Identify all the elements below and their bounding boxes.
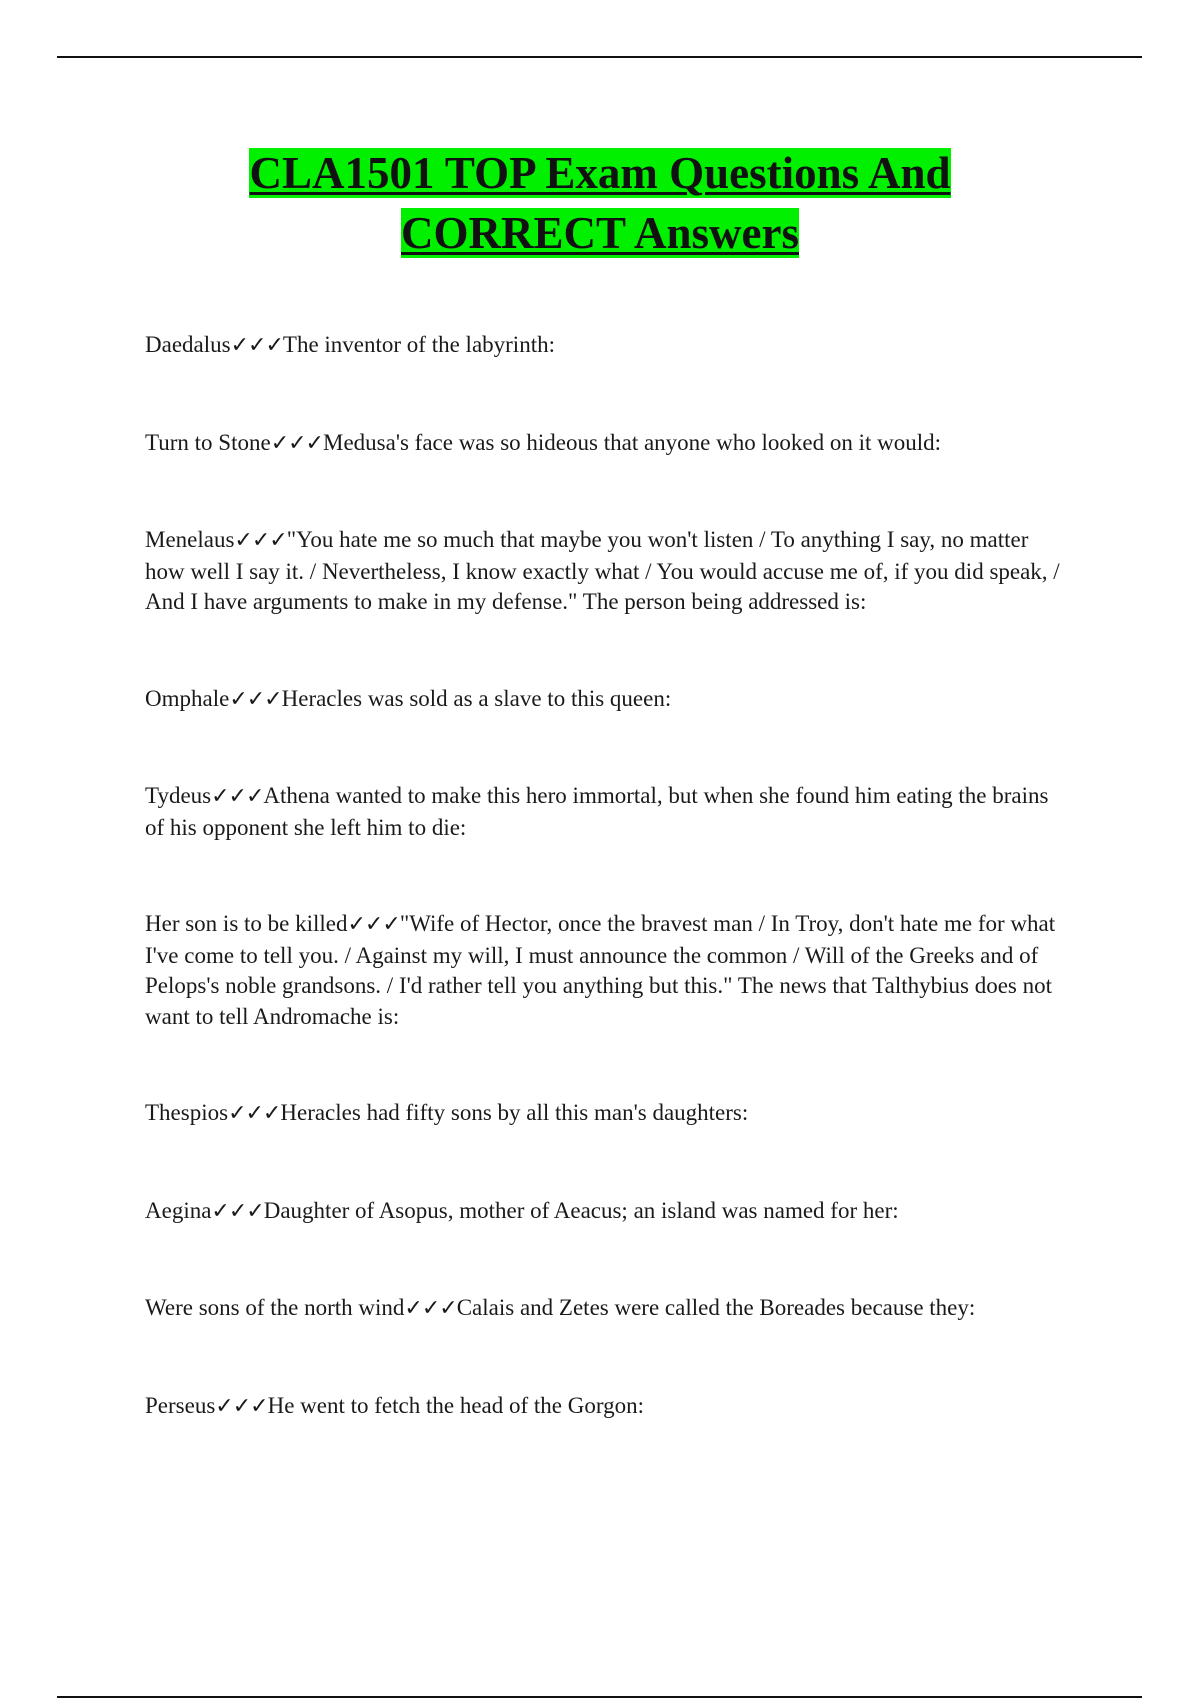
- checkmark-icon: ✓✓✓: [211, 784, 264, 809]
- answer-text: Her son is to be killed: [145, 911, 348, 936]
- checkmark-icon: ✓✓✓: [404, 1296, 457, 1321]
- answer-text: Tydeus: [145, 783, 212, 808]
- qa-list: [145, 330, 1065, 1488]
- question-text: "Wife of Hector, once the bravest man / In Troy, don't hate me for what I've come to tell you. / Against my will, I must announce the common / Will of the Greeks and of Pelops's noble grandsons. / I'd rather tell you anything but this." The news that Talthybius does not want to tell Andromache is:: [145, 911, 1056, 1029]
- qa-item: [145, 1098, 1065, 1130]
- qa-item: [145, 781, 1065, 843]
- question-text: Daughter of Asopus, mother of Aeacus; an island was named for her:: [263, 1197, 899, 1223]
- answer-text: Daedalus: [145, 332, 231, 357]
- title-line-2: CORRECT Answers: [401, 208, 799, 258]
- page-title: [0, 143, 1200, 263]
- answer-text: Menelaus: [145, 527, 235, 552]
- qa-item: [145, 1196, 1065, 1228]
- checkmark-icon: ✓✓✓: [230, 333, 283, 358]
- question-text: "You hate me so much that maybe you won't listen / To anything I say, no matter how well I say it. / Nevertheless, I know exactly what / You would accuse me of, if you did speak, / And I have arguments to make in my defense." The person being addressed is:: [145, 527, 1060, 614]
- answer-text: Were sons of the north wind: [145, 1295, 405, 1320]
- checkmark-icon: ✓✓✓: [229, 686, 282, 712]
- title-line-1: CLA1501 TOP Exam Questions And: [249, 148, 951, 198]
- checkmark-icon: ✓✓✓: [270, 430, 323, 456]
- answer-text: Perseus: [145, 1392, 216, 1418]
- question-text: Calais and Zetes were called the Boreades because they:: [456, 1295, 976, 1320]
- question-text: He went to fetch the head of the Gorgon:: [267, 1392, 644, 1418]
- qa-item: [145, 1293, 1065, 1325]
- answer-text: Aegina: [145, 1197, 212, 1223]
- answer-text: Turn to Stone: [145, 429, 271, 455]
- top-rule: [57, 56, 1142, 58]
- question-text: The inventor of the labyrinth:: [282, 332, 555, 357]
- checkmark-icon: ✓✓✓: [228, 1101, 281, 1126]
- qa-item: [145, 684, 1065, 716]
- bottom-rule: [57, 1696, 1142, 1698]
- answer-text: Omphale: [145, 685, 230, 711]
- question-text: Heracles had fifty sons by all this man's daughters:: [280, 1100, 749, 1125]
- question-text: Athena wanted to make this hero immortal, but when she found him eating the brains of his opponent she left him to die:: [145, 783, 1049, 840]
- qa-item: [145, 525, 1065, 618]
- qa-item: [145, 1391, 1065, 1423]
- checkmark-icon: ✓✓✓: [211, 1198, 264, 1224]
- checkmark-icon: ✓✓✓: [347, 912, 400, 937]
- qa-item: [145, 909, 1065, 1032]
- answer-text: Thespios: [145, 1100, 229, 1125]
- checkmark-icon: ✓✓✓: [215, 1393, 268, 1419]
- qa-item: [145, 330, 1065, 362]
- qa-item: [145, 428, 1065, 460]
- question-text: Medusa's face was so hideous that anyone who looked on it would:: [323, 429, 942, 455]
- checkmark-icon: ✓✓✓: [234, 528, 287, 553]
- question-text: Heracles was sold as a slave to this queen:: [281, 685, 672, 711]
